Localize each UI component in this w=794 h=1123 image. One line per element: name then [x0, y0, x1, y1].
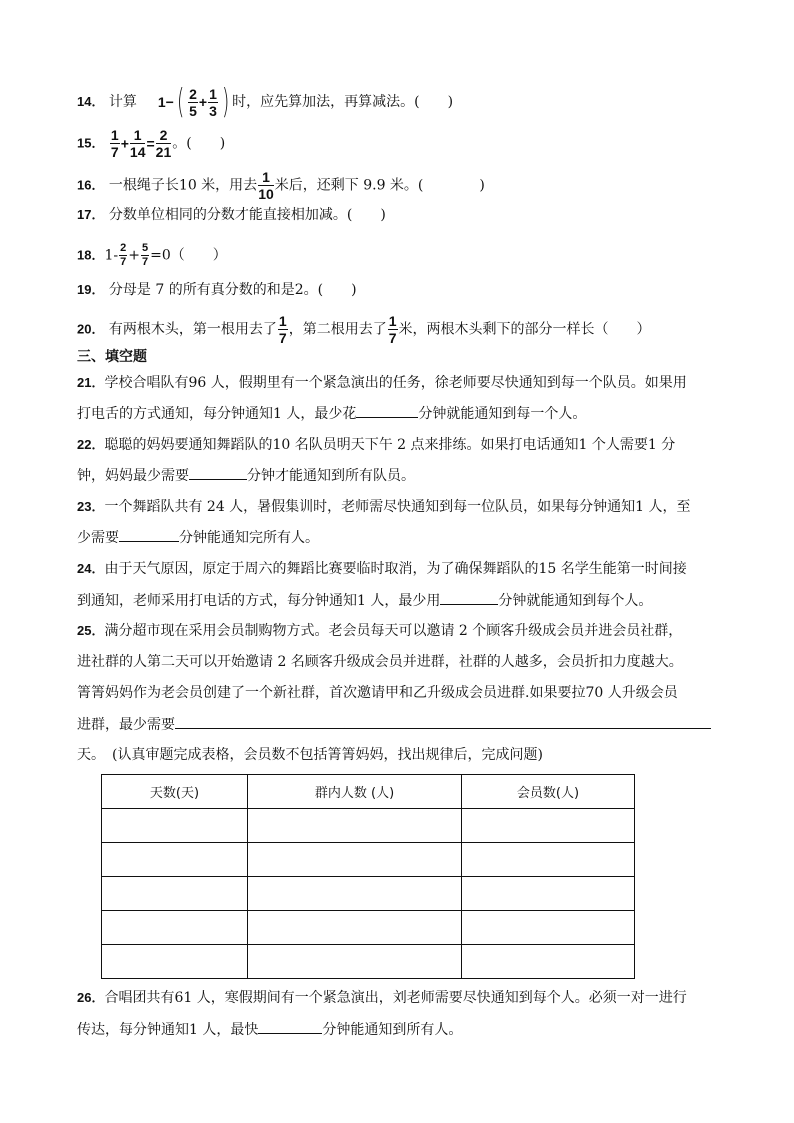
table-cell[interactable] — [248, 945, 462, 979]
question-text: 由于天气原因，原定于周六的舞蹈比赛要临时取消，为了确保舞蹈队的15 名学生能第一时间接 — [104, 561, 687, 577]
question-text-tail: 米后，还剩下 9.9 米。( ) — [274, 177, 485, 194]
question-text: 传达，每分钟通知1 人，最快 — [77, 1022, 259, 1038]
question-text: 箐箐妈妈作为老会员创建了一个新社群，首次邀请甲和乙升级成会员进群.如果要拉70 人升级会员 — [77, 685, 678, 701]
question-text-tail: 。( ) — [172, 135, 226, 152]
question-number: 15． — [77, 135, 105, 151]
question-text-tail: 时，应先算加法，再算减法。( ) — [232, 94, 454, 110]
answer-blank[interactable] — [119, 527, 179, 542]
question-text: 少需要 — [77, 530, 119, 546]
right-parenthesis: ) — [221, 82, 230, 122]
plus-sign: + — [128, 247, 140, 264]
fraction-two-sevenths: $\frac{2}{7}$ — [120, 242, 127, 268]
fraction-two-fifths: $\frac{2}{5}$ — [189, 85, 197, 119]
answer-blank[interactable] — [258, 1019, 322, 1034]
fraction-one-seventh: $\frac{1}{7}$ — [110, 127, 119, 160]
question-number: 26． — [77, 990, 105, 1005]
table-row — [102, 877, 635, 911]
question-25-line-5 — [77, 745, 543, 765]
question-24 — [77, 559, 687, 579]
question-text: 天。 (认真审题完成表格，会员数不包括箐箐妈妈，找出规律后，完成问题) — [77, 747, 543, 763]
table-cell[interactable] — [102, 911, 248, 945]
table-row — [102, 809, 635, 843]
fraction-one-seventh-a: $\frac{1}{7}$ — [278, 313, 287, 346]
question-23-line-2 — [77, 527, 319, 548]
table-cell[interactable] — [462, 945, 635, 979]
question-17 — [77, 205, 386, 225]
question-number: 14． — [77, 94, 105, 109]
table-cell[interactable] — [102, 877, 248, 911]
question-14 — [77, 82, 454, 122]
question-25-line-4 — [77, 714, 711, 735]
question-text: 分母是 7 的所有真分数的和是2。( ) — [108, 282, 357, 298]
question-text: 进群，最少需要 — [77, 717, 175, 733]
left-parenthesis: ( — [176, 82, 185, 122]
question-text-tail: 分钟能通知完所有人。 — [179, 530, 319, 546]
table-cell[interactable] — [462, 809, 635, 843]
question-22 — [77, 435, 675, 455]
equals-sign: = — [146, 135, 155, 152]
table-header-row — [102, 775, 635, 809]
fraction-one-fourteenth: $\frac{1}{14}$ — [129, 127, 146, 160]
question-number: 18． — [77, 247, 105, 263]
question-26-line-2 — [77, 1019, 462, 1040]
column-header-member-count: 会员数(人) — [462, 775, 635, 809]
question-25-line-3 — [77, 683, 678, 703]
question-text-tail: 分钟能通知到所有人。 — [322, 1022, 463, 1038]
question-25-line-2 — [77, 652, 683, 672]
question-25 — [77, 621, 682, 641]
question-text: 一根绳子长10 米，用去 — [108, 177, 258, 194]
question-text: 到通知，老师采用打电话的方式，每分钟通知1 人，最少用 — [77, 593, 441, 609]
question-number: 17． — [77, 207, 105, 222]
answer-blank[interactable] — [440, 590, 498, 605]
question-23 — [77, 497, 691, 517]
fraction-one-third: $\frac{1}{3}$ — [209, 85, 217, 119]
question-number: 23． — [77, 499, 105, 514]
question-15 — [77, 128, 225, 159]
question-text: 聪聪的妈妈要通知舞蹈队的10 名队员明天下午 2 点来排练。如果打电话通知1 个人需要1 分 — [104, 437, 676, 453]
question-text: 满分超市现在采用会员制购物方式。老会员每天可以邀请 2 个顾客升级成会员并进会员社群， — [104, 623, 683, 639]
table-cell[interactable] — [462, 911, 635, 945]
question-text: 打电舌的方式通知，每分钟通知1 人，最少花 — [77, 406, 357, 422]
question-text-tail: =0（ ） — [150, 247, 227, 264]
table-row — [102, 911, 635, 945]
question-text-tail: 分钟才能通知到所有队员。 — [247, 468, 415, 484]
table-cell[interactable] — [102, 945, 248, 979]
question-text-tail: 分钟就能通知到每个人。 — [498, 593, 653, 609]
member-table — [101, 774, 635, 979]
fraction-one-tenth: $\frac{1}{10}$ — [258, 169, 274, 202]
question-number: 24． — [77, 561, 105, 576]
table-cell[interactable] — [248, 843, 462, 877]
table-cell[interactable] — [462, 877, 635, 911]
table-cell[interactable] — [102, 809, 248, 843]
minus-sign: − — [165, 94, 174, 110]
question-text: 学校合唱队有96 人，假期里有一个紧急演出的任务，徐老师要尽快通知到每一个队员。如果用 — [104, 375, 687, 391]
question-24-line-2 — [77, 590, 652, 611]
table-cell[interactable] — [248, 911, 462, 945]
question-21 — [77, 373, 687, 393]
column-header-days: 天数(天) — [102, 775, 248, 809]
question-number: 16． — [77, 177, 105, 193]
table-cell[interactable] — [102, 843, 248, 877]
table-cell[interactable] — [462, 843, 635, 877]
fraction-one-seventh-b: $\frac{1}{7}$ — [388, 313, 397, 346]
fraction-five-sevenths: $\frac{5}{7}$ — [141, 242, 149, 268]
question-text: 1- — [104, 247, 119, 264]
question-text-mid: ，第二根用去了 — [288, 321, 387, 338]
question-16 — [77, 170, 485, 201]
plus-sign: + — [120, 135, 129, 152]
answer-blank[interactable] — [356, 403, 418, 418]
answer-blank[interactable] — [189, 465, 247, 480]
fraction-two-twentyfirsts: $\frac{2}{21}$ — [155, 127, 172, 160]
plus-sign: + — [198, 94, 208, 110]
question-text-tail: 米，两根木头剩下的部分一样长（ ） — [398, 321, 651, 338]
answer-blank[interactable] — [175, 714, 711, 729]
question-text: 有两根木头，第一根用去了 — [108, 321, 277, 338]
section-title: 三、填空题 — [77, 349, 147, 365]
question-text: 分数单位相同的分数才能直接相加减。( ) — [108, 207, 386, 223]
question-19 — [77, 280, 357, 300]
question-text: 计算 — [108, 94, 137, 110]
question-21-line-2 — [77, 403, 586, 424]
table-row — [102, 945, 635, 979]
question-text: 钟，妈妈最少需要 — [77, 468, 189, 484]
question-18 — [77, 243, 227, 268]
number-one: 1 — [157, 94, 166, 110]
question-20 — [77, 314, 651, 345]
column-header-group-count: 群内人数 (人) — [248, 775, 462, 809]
question-22-line-2 — [77, 465, 415, 486]
question-number: 20． — [77, 321, 105, 337]
table-row — [102, 843, 635, 877]
question-number: 19． — [77, 282, 105, 297]
question-number: 21． — [77, 375, 105, 390]
question-26 — [77, 988, 687, 1008]
question-text: 一个舞蹈队共有 24 人，暑假集训时，老师需尽快通知到每一位队员，如果每分钟通知1 人，至 — [104, 499, 691, 515]
question-number: 25． — [77, 623, 105, 638]
question-text: 进社群的人第二天可以开始邀请 2 名顾客升级成会员并进群，社群的人越多，会员折扣力度越大。 — [77, 654, 683, 670]
table-cell[interactable] — [248, 877, 462, 911]
question-number: 22． — [77, 437, 105, 452]
question-text-tail: 分钟就能通知到每一个人。 — [418, 406, 587, 422]
question-text: 合唱团共有61 人，寒假期间有一个紧急演出，刘老师需要尽快通知到每个人。必须一对一进行 — [104, 990, 687, 1006]
table-cell[interactable] — [248, 809, 462, 843]
